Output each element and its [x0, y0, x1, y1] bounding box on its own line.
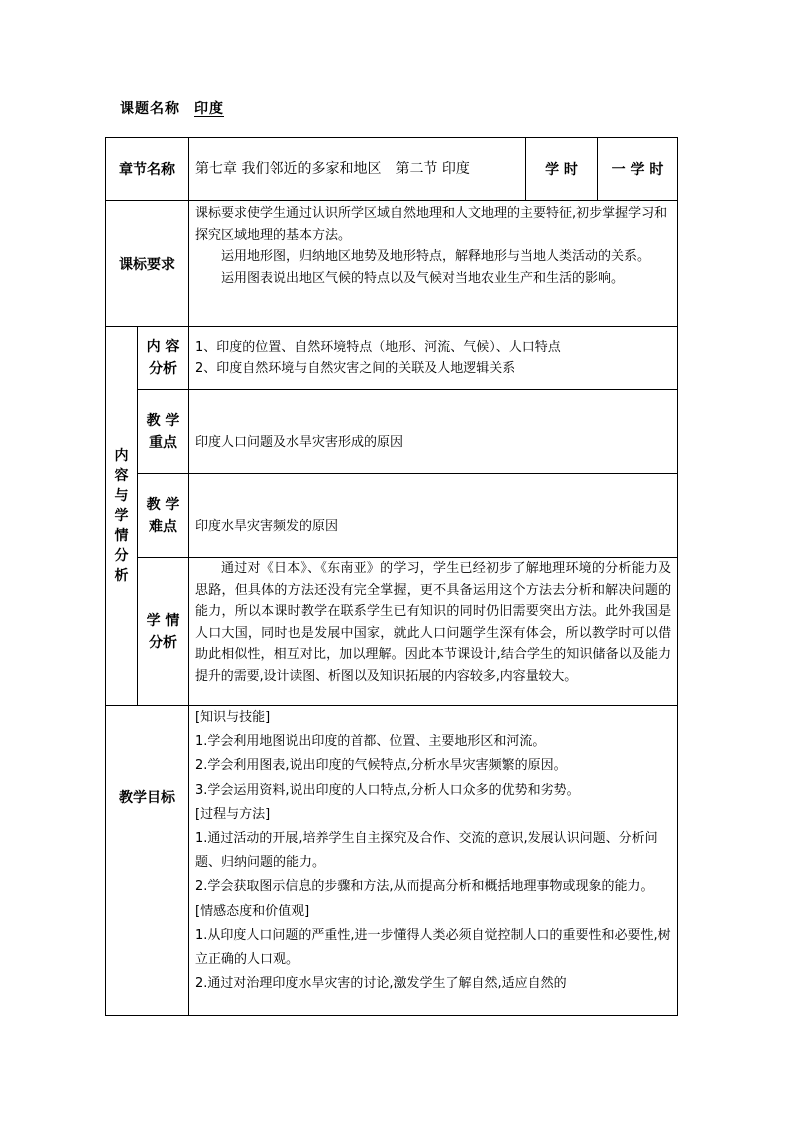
key-points-line: 印度人口问题及水旱灾害形成的原因: [195, 435, 404, 450]
group-label-char: 内: [114, 448, 129, 464]
lesson-title-value: 印度: [194, 101, 224, 117]
table-border-right: [677, 137, 678, 1016]
objectives-line: [知识与技能]: [195, 710, 271, 725]
analysis-group-label: [106, 327, 137, 705]
objectives-line: 1.学会利用地图说出印度的首都、位置、主要地形区和河流。: [195, 734, 546, 750]
label-line: 难点: [149, 518, 177, 535]
learner-analysis-text: [189, 558, 677, 705]
chapter-content: [189, 138, 525, 200]
difficulties-label: [138, 474, 188, 557]
lesson-title-label: 课题名称: [120, 101, 180, 117]
difficulties-text: [189, 474, 677, 557]
label-line: 分析: [149, 634, 177, 651]
standard-paragraph: 课标要求使学生通过认识所学区域自然地理和人文地理的主要特征,初步掌握学习和探究区域地理的基本方法。: [195, 206, 668, 243]
objectives-line: 1.从印度人口问题的严重性,进一步懂得人类必须自觉控制人口的重要性和必要性,树立正确的人口观。: [195, 927, 671, 968]
objectives-line: 2.学会获取图示信息的步骤和方法,从而提高分析和概括地理事物或现象的能力。: [195, 879, 654, 895]
hours-value: 一 学 时: [611, 162, 664, 178]
key-points-text: [189, 390, 677, 473]
content-analysis-label: [138, 327, 188, 389]
lesson-title: [120, 98, 224, 118]
standard-label: 课标要求: [119, 256, 175, 273]
group-label-char: 分: [114, 548, 129, 564]
chapter-text: 第七章 我们邻近的多家和地区 第二节 印度: [195, 161, 470, 178]
objectives-line: [过程与方法]: [195, 806, 271, 822]
content-analysis-text: [189, 327, 677, 389]
objectives-content: [189, 706, 677, 1015]
objectives-line: 2.通过对治理印度水旱灾害的讨论,激发学生了解自然,适应自然的: [195, 976, 567, 992]
learner-paragraph: 通过对《日本》、《东南亚》的学习，学生已经初步了解地理环境的分析能力及思路，但具体的方法还没有完全掌握，更不具备运用这个方法去分析和解决问题的能力，所以本课时教学在联系学生已有知识的同时仍旧需要突出方法。此外我国是人口大国，同时也是发展中国家，就此人口问题学生深有体会，所以教学时可以借助此相似性，相互对比，加以理解。因此本节课设计,结合学生的知识储备以及能力提升的需要,设计读图、析图以及知识拓展的内容较多,内容量较大。: [195, 561, 671, 684]
content-line: 1、印度的位置、自然环境特点（地形、河流、气候）、人口特点: [195, 339, 561, 355]
hours-label: 学 时: [545, 162, 578, 178]
standard-content: [189, 201, 677, 326]
group-label-char: 情: [114, 528, 129, 544]
learner-analysis-label: [138, 558, 188, 705]
group-label-char: 容: [114, 468, 129, 484]
group-label-char: 析: [114, 568, 129, 584]
objectives-line: 3.学会运用资料,说出印度的人口特点,分析人口众多的优势和劣势。: [195, 782, 580, 798]
group-label-char: 与: [114, 488, 129, 504]
key-points-label: [138, 390, 188, 473]
objectives-line: 1.通过活动的开展,培养学生自主探究及合作、交流的意识,发展认识问题、分析问题、归纳问题的能力。: [195, 831, 658, 871]
objectives-label: 教学目标: [119, 790, 175, 806]
objectives-line: 2.学会利用图表,说出印度的气候特点,分析水旱灾害频繁的原因。: [195, 758, 567, 774]
standard-paragraph: 运用图表说出地区气候的特点以及气候对当地农业生产和生活的影响。: [221, 270, 625, 286]
content-line: 2、印度自然环境与自然灾害之间的关联及人地逻辑关系: [195, 361, 516, 376]
difficulties-line: 印度水旱灾害频发的原因: [195, 519, 339, 534]
label-line: 重点: [149, 434, 177, 451]
table-border-bottom: [105, 1015, 678, 1016]
label-line: 分析: [149, 361, 177, 377]
label-line: 内 容: [146, 339, 180, 355]
chapter-label: 章节名称: [119, 162, 175, 178]
label-line: 教 学: [146, 412, 180, 429]
label-line: 教 学: [146, 496, 180, 513]
objectives-line: [情感态度和价值观]: [195, 903, 310, 919]
label-line: 学 情: [146, 612, 180, 629]
standard-paragraph: 运用地形图，归纳地区地势及地形特点，解释地形与当地人类活动的关系。: [221, 249, 651, 264]
group-label-char: 学: [114, 508, 129, 524]
